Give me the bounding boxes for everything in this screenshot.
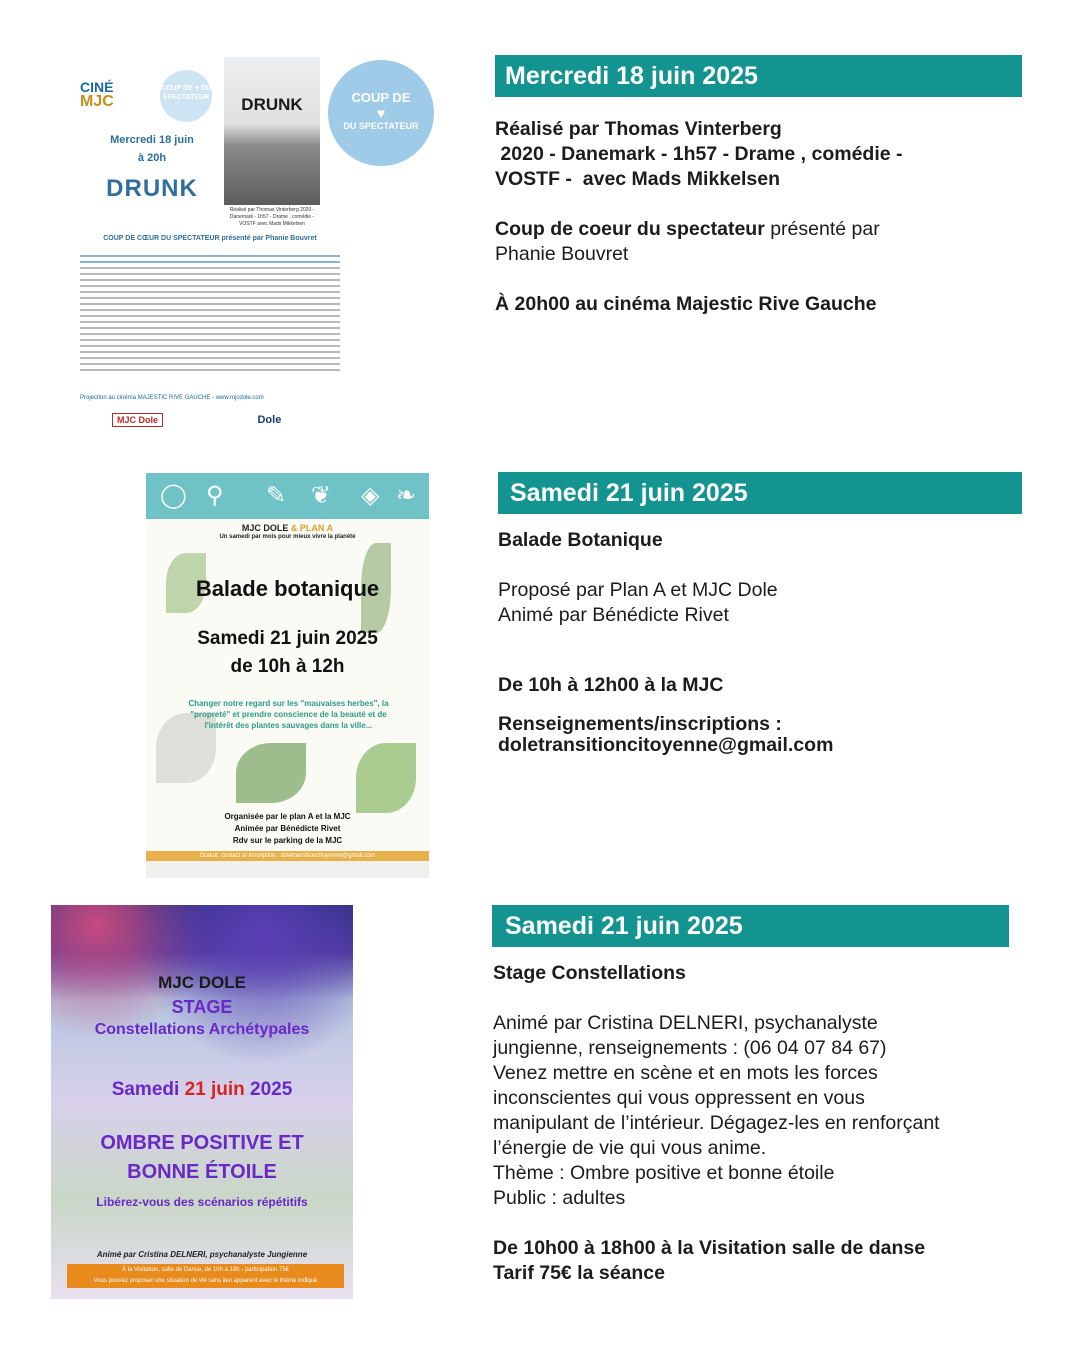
plant-drawing bbox=[356, 743, 416, 813]
poster-strip-line: À la Visitation, salle de Danse, de 10h à 18h - participation 75€ bbox=[122, 1267, 289, 1273]
leaf-icon: ❧ bbox=[396, 482, 417, 509]
partner-logos bbox=[112, 410, 312, 428]
event3-line: inconscientes qui vous oppressent en vous bbox=[493, 1087, 865, 1109]
coup-de-coeur-badge bbox=[328, 60, 434, 166]
event2-contact-label: Renseignements/inscriptions : bbox=[498, 713, 782, 735]
event3-time: De 10h00 à 18h00 à la Visitation salle de danse bbox=[493, 1237, 926, 1259]
poster-info-line: Rdv sur le parking de la MJC bbox=[232, 836, 343, 845]
poster-theme-line: BONNE ÉTOILE bbox=[127, 1161, 277, 1183]
badge-line2: DU SPECTATEUR bbox=[343, 121, 419, 131]
drunk-poster bbox=[72, 55, 352, 437]
poster-tagline: Un samedi par mois pour mieux vivre la planète bbox=[219, 534, 356, 540]
poster-subtitle: COUP DE CŒUR DU SPECTATEUR présenté par Phanie Bouvret bbox=[103, 235, 317, 242]
heart-icon: ♥ bbox=[376, 105, 386, 121]
poster-stage: STAGE bbox=[171, 997, 233, 1017]
movie-poster-image bbox=[224, 57, 320, 205]
event3-title: Stage Constellations bbox=[493, 962, 686, 984]
movie-credits: Réalisé par Thomas Vinterberg 2020 - Danemark - 1h57 - Drame , comédie - VOSTF avec Mads Mikkelsen bbox=[229, 207, 315, 227]
event2-time: De 10h à 12h00 à la MJC bbox=[498, 674, 724, 696]
event1-coup-rest: présenté par bbox=[764, 218, 880, 240]
org-mjc: MJC DOLE bbox=[241, 523, 289, 533]
poster-title: Balade botanique bbox=[195, 576, 380, 601]
event3-date-header: Samedi 21 juin 2025 bbox=[492, 905, 1009, 947]
poster-date-day: Mercredi 18 juin bbox=[110, 134, 194, 146]
event2-details bbox=[498, 528, 1058, 756]
poster-body-text bbox=[80, 251, 340, 375]
event1-time: À 20h00 au cinéma Majestic Rive Gauche bbox=[495, 293, 877, 315]
poster-date-hours: de 10h à 12h bbox=[230, 656, 345, 677]
event3-line: Animé par Cristina DELNERI, psychanalyste bbox=[493, 1012, 878, 1034]
dole-logo: Dole bbox=[257, 414, 282, 426]
poster-org: MJC DOLE bbox=[158, 973, 246, 992]
constellations-poster bbox=[51, 905, 353, 1299]
cine-label: CINÉ bbox=[80, 79, 114, 95]
event1-presenter: Phanie Bouvret bbox=[495, 243, 629, 265]
event1-coup-bold: Coup de coeur du spectateur bbox=[495, 218, 765, 240]
badge-line1: COUP DE bbox=[351, 90, 411, 105]
poster-date bbox=[92, 131, 212, 167]
poster-contact-strip: Gratuit, contact et inscription : doletransitioncitoyenne@gmail.com bbox=[146, 851, 429, 861]
poster-footer-strip bbox=[146, 861, 429, 878]
event3-line: jungienne, renseignements : (06 04 07 84 67) bbox=[493, 1037, 887, 1059]
event2-date-header: Samedi 21 juin 2025 bbox=[498, 472, 1022, 514]
event1-date-header: Mercredi 18 juin 2025 bbox=[495, 55, 1022, 97]
org-plan-a: & PLAN A bbox=[288, 523, 334, 533]
event1-details bbox=[495, 117, 1055, 317]
tag-icon: ◈ bbox=[361, 482, 380, 509]
poster-title: DRUNK bbox=[106, 175, 198, 202]
event3-line: Public : adultes bbox=[493, 1187, 626, 1209]
poster-subtitle: Libérez-vous des scénarios répétitifs bbox=[96, 1195, 308, 1209]
poster-info bbox=[146, 811, 429, 847]
event3-line: l’énergie de vie qui vous anime. bbox=[493, 1137, 767, 1159]
poster-info-strip bbox=[67, 1264, 344, 1288]
poster-strip-line: Vous pouvez proposer une situation de vie sans lien apparent avec le thème indiqué bbox=[93, 1278, 318, 1284]
coup-de-coeur-small-badge: COUP DE ♥ DU SPECTATEUR bbox=[160, 70, 212, 122]
poster-description: Changer notre regard sur les "mauvaises herbes", la "propreté" et prendre conscience de la beauté et de l'intérêt des plantes sauvages dans la ville... bbox=[188, 699, 389, 730]
poster-footer: Projection au cinéma MAJESTIC RIVE GAUCHE - www.mjcdole.com bbox=[80, 395, 264, 401]
mjc-dole-logo: MJC Dole bbox=[112, 413, 163, 427]
balade-botanique-poster bbox=[146, 473, 429, 878]
event3-line: Venez mettre en scène et en mots les forces bbox=[493, 1062, 878, 1084]
event2-contact-email: doletransitioncitoyenne@gmail.com bbox=[498, 734, 834, 756]
poster-icon-banner bbox=[146, 473, 429, 519]
poster-theme-line: OMBRE POSITIVE ET bbox=[100, 1132, 304, 1154]
event3-price: Tarif 75€ la séance bbox=[493, 1262, 665, 1284]
poster-date-c: 2025 bbox=[244, 1079, 293, 1100]
poster-date-a: Samedi bbox=[111, 1079, 185, 1100]
poster-info-line: Organisée par le plan A et la MJC bbox=[224, 812, 351, 821]
plant-hand-icon: ❦ bbox=[311, 482, 332, 509]
poster-organizers bbox=[146, 523, 429, 533]
earth-icon: ◯ bbox=[160, 482, 187, 509]
event3-line: manipulant de l’intérieur. Dégagez-les en renforçant bbox=[493, 1112, 940, 1134]
event1-coup bbox=[495, 217, 1055, 242]
poster-date bbox=[146, 625, 429, 681]
bicycle-icon: ⚲ bbox=[206, 482, 224, 509]
event3-line: Thème : Ombre positive et bonne étoile bbox=[493, 1162, 835, 1184]
plant-drawing bbox=[236, 743, 306, 803]
poster-animator: Animé par Cristina DELNERI, psychanalyste Jungienne bbox=[96, 1250, 308, 1259]
poster-title: Constellations Archétypales bbox=[94, 1021, 310, 1038]
event3-details bbox=[493, 961, 1063, 1286]
event1-director: Réalisé par Thomas Vinterberg bbox=[495, 118, 782, 140]
movie-poster-title: DRUNK bbox=[241, 95, 303, 114]
poster-date-b: 21 juin bbox=[184, 1079, 245, 1100]
event1-cast: VOSTF - avec Mads Mikkelsen bbox=[495, 168, 781, 190]
event2-proposer: Proposé par Plan A et MJC Dole bbox=[498, 579, 778, 601]
poster-theme bbox=[51, 1129, 353, 1187]
poster-date-hour: à 20h bbox=[137, 152, 167, 164]
event1-info: 2020 - Danemark - 1h57 - Drame , comédie - bbox=[495, 143, 903, 165]
poster-date-day: Samedi 21 juin 2025 bbox=[197, 628, 378, 649]
event2-animator: Animé par Bénédicte Rivet bbox=[498, 604, 729, 626]
poster-date bbox=[51, 1079, 353, 1101]
mjc-label: MJC bbox=[80, 93, 114, 110]
cine-mjc-logo bbox=[80, 80, 114, 109]
event2-title: Balade Botanique bbox=[498, 529, 663, 551]
trowel-icon: ✎ bbox=[266, 482, 287, 509]
poster-info-line: Animée par Bénédicte Rivet bbox=[234, 824, 341, 833]
